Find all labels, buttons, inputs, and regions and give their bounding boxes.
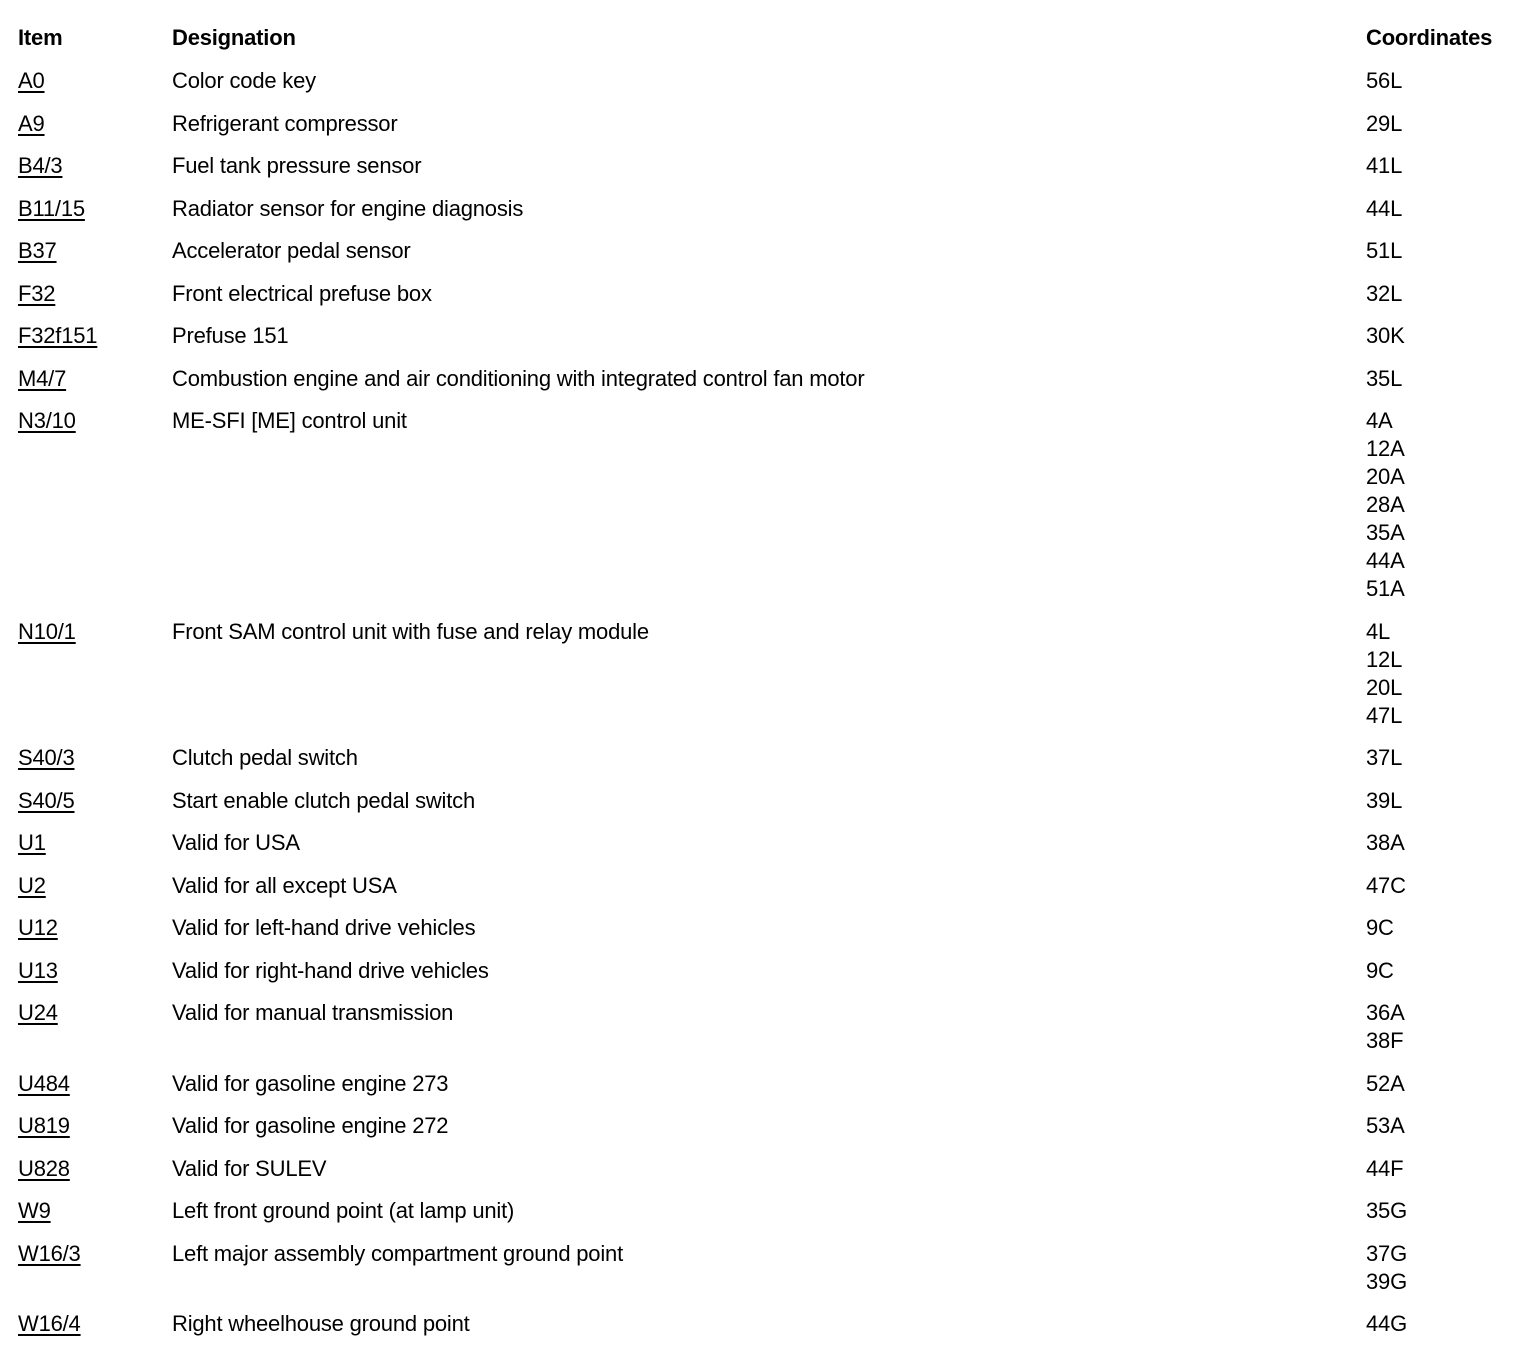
table-row bbox=[18, 914, 1518, 957]
item-cell bbox=[18, 1112, 168, 1140]
item-cell bbox=[18, 957, 168, 985]
coordinate-value: 44A bbox=[1366, 548, 1405, 573]
table-row bbox=[18, 110, 1518, 153]
coordinate-value: 35A bbox=[1366, 520, 1405, 545]
coordinates-cell bbox=[1366, 1070, 1526, 1098]
designation-cell: Color code key bbox=[172, 68, 316, 93]
coordinates-cell bbox=[1366, 237, 1526, 265]
item-cell bbox=[18, 280, 168, 308]
coordinate-value: 12A bbox=[1366, 436, 1405, 461]
item-cell bbox=[18, 110, 168, 138]
table-row bbox=[18, 407, 1518, 618]
item-cell bbox=[18, 322, 168, 350]
coordinate-value: 51L bbox=[1366, 238, 1403, 263]
designation-cell: Valid for gasoline engine 272 bbox=[172, 1113, 449, 1138]
coordinates-cell bbox=[1366, 999, 1526, 1055]
designation-cell: Valid for manual transmission bbox=[172, 1000, 454, 1025]
coordinate-value: 44G bbox=[1366, 1311, 1407, 1336]
coordinate-value: 20A bbox=[1366, 464, 1405, 489]
coordinates-cell bbox=[1366, 67, 1526, 95]
table-row bbox=[18, 365, 1518, 408]
item-cell bbox=[18, 1310, 168, 1338]
coordinate-value: 9C bbox=[1366, 957, 1394, 983]
table-body bbox=[18, 67, 1518, 1353]
coordinates-cell bbox=[1366, 1197, 1526, 1225]
item-link[interactable]: S40/5 bbox=[18, 787, 75, 813]
coordinates-cell bbox=[1366, 957, 1526, 985]
item-cell bbox=[18, 195, 168, 223]
item-link[interactable]: U484 bbox=[18, 1070, 70, 1096]
item-link[interactable]: N3/10 bbox=[18, 408, 76, 433]
coordinate-value: 29L bbox=[1366, 110, 1403, 136]
item-link[interactable]: W16/3 bbox=[18, 1240, 81, 1266]
table-row bbox=[18, 1112, 1518, 1155]
item-link[interactable]: F32f151 bbox=[18, 323, 98, 348]
item-link[interactable]: U2 bbox=[18, 872, 46, 898]
coordinates-cell bbox=[1366, 1240, 1526, 1296]
coordinate-value: 41L bbox=[1366, 153, 1403, 178]
item-cell bbox=[18, 914, 168, 942]
coordinate-value: 9C bbox=[1366, 915, 1394, 940]
item-link[interactable]: F32 bbox=[18, 280, 56, 306]
item-cell bbox=[18, 999, 168, 1027]
coordinate-value: 20L bbox=[1366, 674, 1403, 700]
coordinates-cell bbox=[1366, 407, 1526, 603]
coordinates-cell bbox=[1366, 195, 1526, 223]
coordinates-cell bbox=[1366, 1310, 1526, 1338]
item-link[interactable]: U12 bbox=[18, 915, 58, 940]
designation-cell: Refrigerant compressor bbox=[172, 110, 398, 136]
item-cell bbox=[18, 744, 168, 772]
coordinate-value: 47L bbox=[1366, 702, 1403, 728]
designation-cell: Left front ground point (at lamp unit) bbox=[172, 1198, 515, 1223]
table-row bbox=[18, 195, 1518, 238]
designation-cell: Left major assembly compartment ground point bbox=[172, 1240, 623, 1266]
coordinate-value: 32L bbox=[1366, 280, 1403, 306]
item-link[interactable]: W16/4 bbox=[18, 1311, 81, 1336]
coordinate-value: 37G bbox=[1366, 1240, 1407, 1266]
table-row bbox=[18, 152, 1518, 195]
coordinates-cell bbox=[1366, 787, 1526, 815]
item-link[interactable]: W9 bbox=[18, 1198, 51, 1223]
coordinate-value: 38A bbox=[1366, 830, 1405, 855]
coordinates-cell bbox=[1366, 914, 1526, 942]
header-coordinates: Coordinates bbox=[1366, 25, 1493, 50]
coordinates-cell bbox=[1366, 872, 1526, 900]
item-link[interactable]: B4/3 bbox=[18, 153, 63, 178]
designation-cell: Clutch pedal switch bbox=[172, 745, 358, 770]
coordinates-cell bbox=[1366, 744, 1526, 772]
header-item: Item bbox=[18, 25, 63, 50]
coordinates-cell bbox=[1366, 152, 1526, 180]
coordinate-value: 37L bbox=[1366, 745, 1403, 770]
table-row bbox=[18, 1155, 1518, 1198]
designation-cell: Fuel tank pressure sensor bbox=[172, 153, 422, 178]
item-link[interactable]: M4/7 bbox=[18, 365, 67, 391]
designation-cell: Valid for gasoline engine 273 bbox=[172, 1070, 449, 1096]
item-link[interactable]: U819 bbox=[18, 1113, 70, 1138]
item-link[interactable]: A0 bbox=[18, 68, 45, 93]
coordinates-cell bbox=[1366, 618, 1526, 730]
item-link[interactable]: B37 bbox=[18, 238, 57, 263]
table-row bbox=[18, 957, 1518, 1000]
table-row bbox=[18, 322, 1518, 365]
item-cell bbox=[18, 1155, 168, 1183]
designation-cell: Right wheelhouse ground point bbox=[172, 1311, 470, 1336]
table-row bbox=[18, 1070, 1518, 1113]
designation-cell: Valid for USA bbox=[172, 830, 300, 855]
item-link[interactable]: U1 bbox=[18, 830, 46, 855]
table-row bbox=[18, 829, 1518, 872]
coordinate-value: 35L bbox=[1366, 365, 1403, 391]
designation-cell: Combustion engine and air conditioning with integrated control fan motor bbox=[172, 365, 865, 391]
table-row bbox=[18, 872, 1518, 915]
table-row bbox=[18, 280, 1518, 323]
table-row bbox=[18, 237, 1518, 280]
coordinates-cell bbox=[1366, 1155, 1526, 1183]
designation-cell: Valid for left-hand drive vehicles bbox=[172, 915, 476, 940]
coordinates-cell bbox=[1366, 280, 1526, 308]
coordinate-value: 44L bbox=[1366, 195, 1403, 221]
coordinate-value: 28A bbox=[1366, 492, 1405, 517]
coordinates-cell bbox=[1366, 1112, 1526, 1140]
designation-cell: Valid for all except USA bbox=[172, 872, 397, 898]
designation-cell: Front SAM control unit with fuse and relay module bbox=[172, 618, 649, 644]
coordinates-cell bbox=[1366, 110, 1526, 138]
table-row bbox=[18, 67, 1518, 110]
coordinates-cell bbox=[1366, 322, 1526, 350]
table-header bbox=[18, 24, 1518, 67]
designation-cell: Valid for right-hand drive vehicles bbox=[172, 957, 489, 983]
item-link[interactable]: U828 bbox=[18, 1155, 70, 1181]
coordinate-value: 39L bbox=[1366, 787, 1403, 813]
coordinate-value: 30K bbox=[1366, 323, 1405, 348]
table-row bbox=[18, 744, 1518, 787]
coordinate-value: 4A bbox=[1366, 408, 1393, 433]
item-link[interactable]: S40/3 bbox=[18, 745, 75, 770]
item-cell bbox=[18, 365, 168, 393]
item-link[interactable]: U24 bbox=[18, 1000, 58, 1025]
item-link[interactable]: U13 bbox=[18, 957, 58, 983]
table-row bbox=[18, 999, 1518, 1070]
coordinates-cell bbox=[1366, 365, 1526, 393]
designation-cell: Start enable clutch pedal switch bbox=[172, 787, 475, 813]
coordinate-value: 56L bbox=[1366, 68, 1403, 93]
coordinate-value: 52A bbox=[1366, 1070, 1405, 1096]
item-cell bbox=[18, 407, 168, 435]
item-cell bbox=[18, 237, 168, 265]
table-row bbox=[18, 1240, 1518, 1311]
item-cell bbox=[18, 1070, 168, 1098]
item-link[interactable]: B11/15 bbox=[18, 195, 85, 221]
item-cell bbox=[18, 618, 168, 646]
item-cell bbox=[18, 787, 168, 815]
coordinate-value: 36A bbox=[1366, 1000, 1405, 1025]
table-row bbox=[18, 1197, 1518, 1240]
coordinate-value: 12L bbox=[1366, 646, 1403, 672]
table-row bbox=[18, 787, 1518, 830]
coordinate-value: 4L bbox=[1366, 618, 1391, 644]
table-row bbox=[18, 618, 1518, 745]
coordinate-value: 39G bbox=[1366, 1268, 1407, 1294]
item-cell bbox=[18, 872, 168, 900]
designation-cell: Radiator sensor for engine diagnosis bbox=[172, 195, 524, 221]
coordinate-value: 47C bbox=[1366, 872, 1406, 898]
coordinate-value: 38F bbox=[1366, 1028, 1404, 1053]
designation-cell: Accelerator pedal sensor bbox=[172, 238, 411, 263]
coordinates-cell bbox=[1366, 829, 1526, 857]
coordinate-value: 51A bbox=[1366, 576, 1405, 601]
designation-cell: Front electrical prefuse box bbox=[172, 280, 432, 306]
item-cell bbox=[18, 152, 168, 180]
item-link[interactable]: A9 bbox=[18, 110, 45, 136]
item-cell bbox=[18, 1240, 168, 1268]
designation-cell: Prefuse 151 bbox=[172, 323, 289, 348]
component-legend-table bbox=[18, 24, 1518, 1353]
coordinate-value: 53A bbox=[1366, 1113, 1405, 1138]
item-cell bbox=[18, 1197, 168, 1225]
item-link[interactable]: N10/1 bbox=[18, 618, 76, 644]
item-cell bbox=[18, 829, 168, 857]
table-row bbox=[18, 1310, 1518, 1353]
coordinate-value: 35G bbox=[1366, 1198, 1407, 1223]
coordinate-value: 44F bbox=[1366, 1155, 1404, 1181]
designation-cell: Valid for SULEV bbox=[172, 1155, 327, 1181]
header-designation: Designation bbox=[172, 25, 296, 50]
designation-cell: ME-SFI [ME] control unit bbox=[172, 408, 407, 433]
item-cell bbox=[18, 67, 168, 95]
